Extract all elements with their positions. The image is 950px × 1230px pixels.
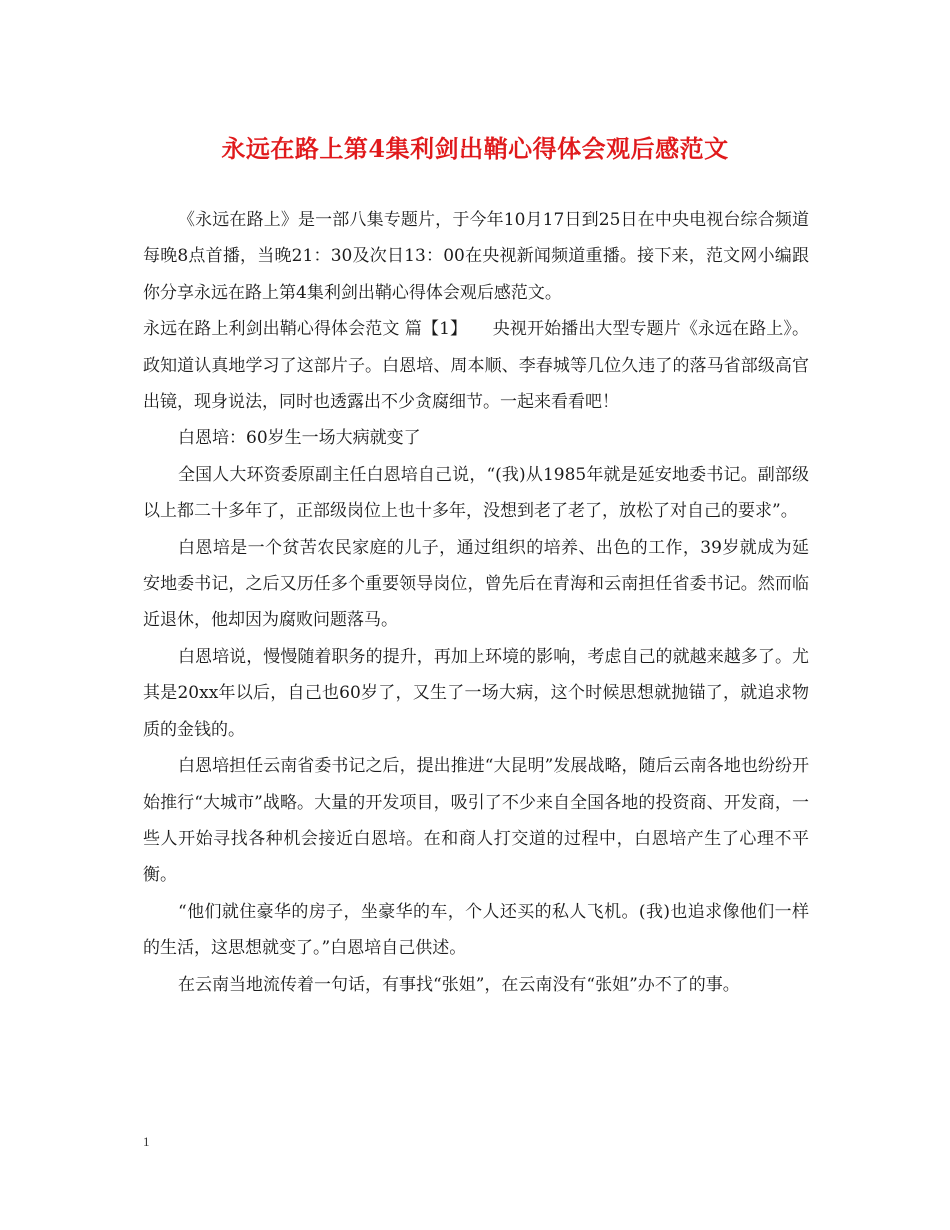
quote-paragraph: “他们就住豪华的房子，坐豪华的车，个人还买的私人飞机。(我)也追求像他们一样的生活，这思想就变了。”白恩培自己供述。 bbox=[143, 901, 809, 959]
body-paragraph: 白恩培是一个贫苦农民家庭的儿子，通过组织的培养、出色的工作，39岁就成为延安地委书记，之后又历任多个重要领导岗位，曾先后在青海和云南担任省委书记。然而临近退休，他却因为腐败问题落马。 bbox=[143, 537, 809, 631]
body-paragraph: 白恩培担任云南省委书记之后，提出推进“大昆明”发展战略，随后云南各地也纷纷开始推行“大城市”战略。大量的开发项目，吸引了不少来自全国各地的投资商、开发商，一些人开始寻找各种机会接近白恩培。在和商人打交道的过程中，白恩培产生了心理不平衡。 bbox=[143, 756, 809, 886]
body-paragraph: 在云南当地流传着一句话，有事找“张姐”，在云南没有“张姐”办不了的事。 bbox=[178, 974, 740, 995]
page-number: 1 bbox=[143, 1134, 150, 1149]
document-title: 永远在路上第4集利剑出鞘心得体会观后感范文 bbox=[221, 134, 729, 163]
intro-paragraph: 《永远在路上》是一部八集专题片，于今年10月17日到25日在中央电视台综合频道每晚8点首播，当晚21：30及次日13：00在央视新闻频道重播。接下来，范文网小编跟你分享永远在路上第4集利剑出鞘心得体会观后感范文。 bbox=[143, 210, 809, 303]
document-body bbox=[143, 202, 809, 1003]
sub-heading: 白恩培：60岁生一场大病就变了 bbox=[178, 428, 421, 449]
body-paragraph: 白恩培说，慢慢随着职务的提升，再加上环境的影响，考虑自己的就越来越多了。尤其是20xx年以后，自己也60岁了，又生了一场大病，这个时候思想就抛锚了，就追求物质的金钱的。 bbox=[143, 646, 809, 740]
body-paragraph: 全国人大环资委原副主任白恩培自己说，“(我)从1985年就是延安地委书记。副部级以上都二十多年了，正部级岗位上也十多年，没想到老了老了，放松了对自己的要求”。 bbox=[143, 464, 809, 522]
section-paragraph: 永远在路上利剑出鞘心得体会范文 篇【1】 央视开始播出大型专题片《永远在路上》。政知道认真地学习了这部片子。白恩培、周本顺、李春城等几位久违了的落马省部级高官出镜，现身说法，同时也透露出不少贪腐细节。一起来看看吧！ bbox=[143, 319, 809, 413]
